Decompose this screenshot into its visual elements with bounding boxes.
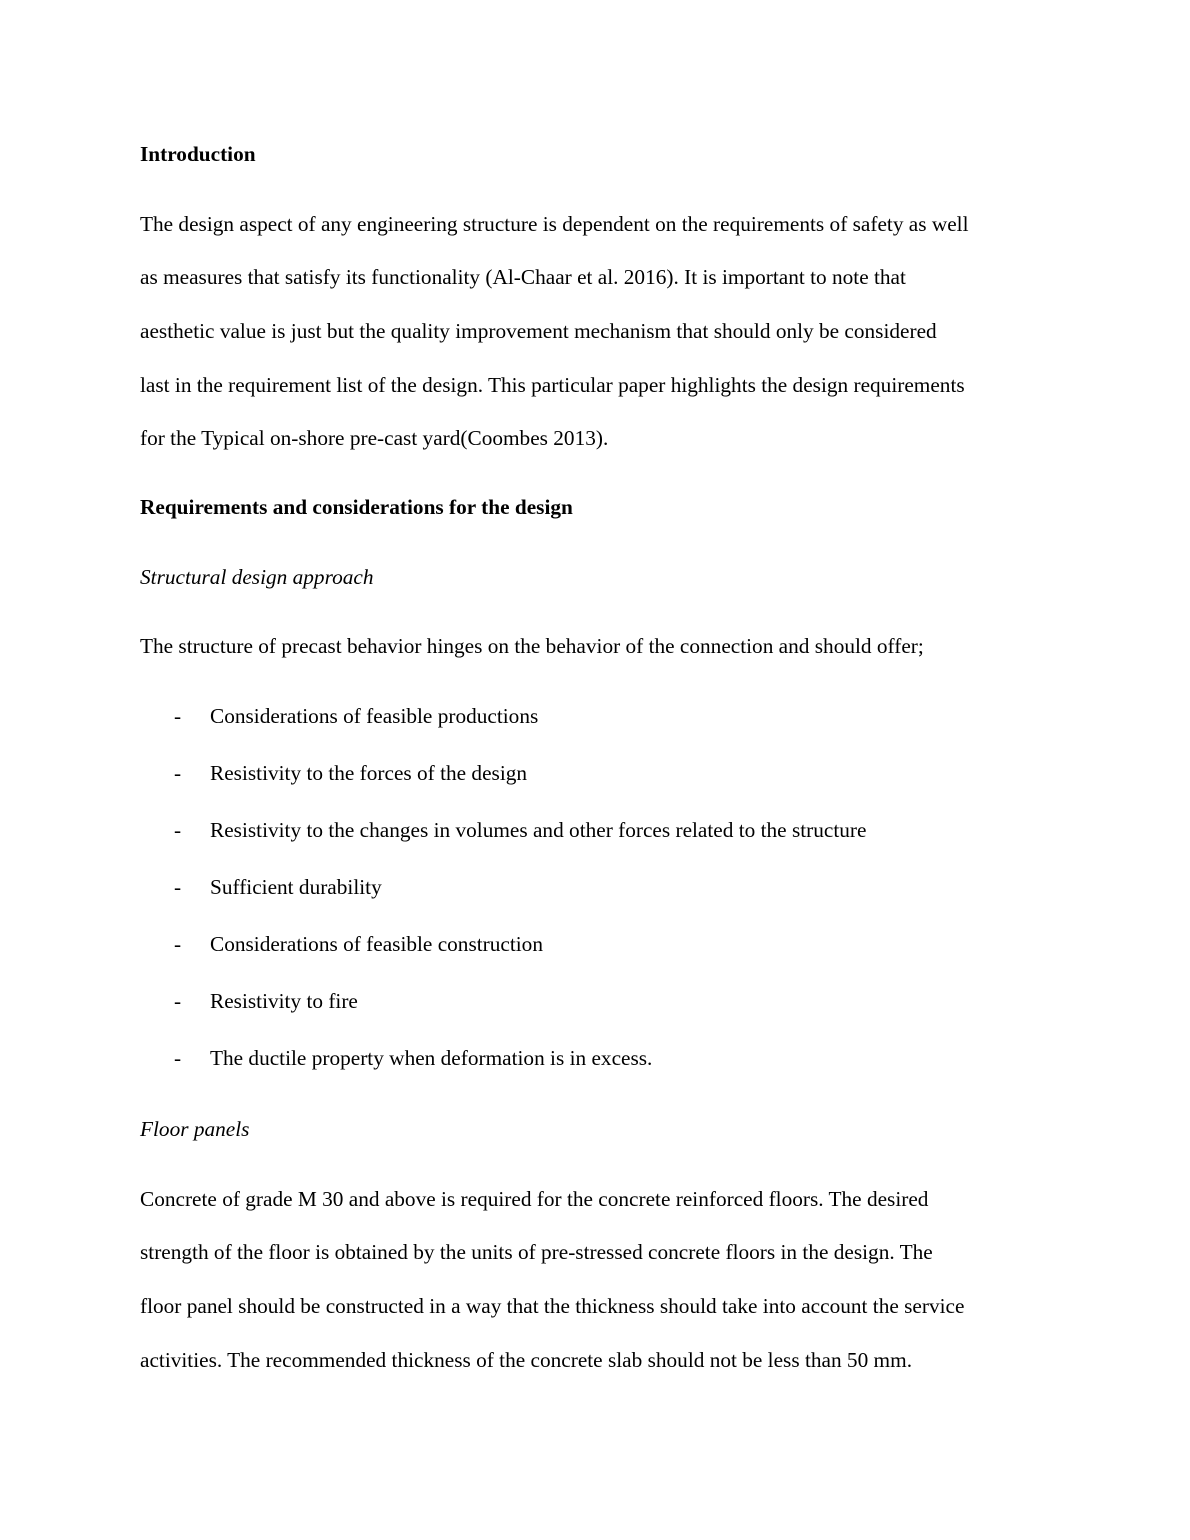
- introduction-line-3: aesthetic value is just but the quality improvement mechanism that should only be considered: [140, 319, 937, 343]
- bullet-text: Resistivity to the changes in volumes and other forces related to the structure: [210, 818, 867, 842]
- introduction-line-1: The design aspect of any engineering structure is dependent on the requirements of safety as well: [140, 212, 969, 236]
- bullet-marker: -: [174, 818, 182, 842]
- bullet-text: Considerations of feasible productions: [210, 704, 539, 728]
- bullet-text: Considerations of feasible construction: [210, 932, 543, 956]
- requirements-heading: Requirements and considerations for the design: [140, 495, 573, 519]
- bullet-text: Resistivity to fire: [210, 989, 358, 1013]
- floor-panels-line-1: Concrete of grade M 30 and above is required for the concrete reinforced floors. The desired: [140, 1187, 929, 1211]
- bullet-marker: -: [174, 704, 182, 728]
- bullet-marker: -: [174, 875, 182, 899]
- bullet-marker: -: [174, 761, 182, 785]
- introduction-line-5: for the Typical on-shore pre-cast yard(Coombes 2013).: [140, 426, 609, 450]
- introduction-line-2: as measures that satisfy its functionality (Al-Chaar et al. 2016). It is important to note that: [140, 265, 906, 289]
- introduction-heading: Introduction: [140, 142, 256, 166]
- bullet-text: Resistivity to the forces of the design: [210, 761, 528, 785]
- bullet-marker: -: [174, 932, 182, 956]
- structural-intro-paragraph: The structure of precast behavior hinges on the behavior of the connection and should offer;: [140, 634, 924, 658]
- introduction-line-4: last in the requirement list of the design. This particular paper highlights the design requirements: [140, 373, 965, 397]
- structural-design-subheading: Structural design approach: [140, 565, 374, 589]
- floor-panels-line-3: floor panel should be constructed in a way that the thickness should take into account the service: [140, 1294, 965, 1318]
- floor-panels-line-2: strength of the floor is obtained by the units of pre-stressed concrete floors in the design. The: [140, 1240, 933, 1264]
- bullet-marker: -: [174, 1046, 182, 1070]
- floor-panels-subheading: Floor panels: [140, 1117, 250, 1141]
- bullet-marker: -: [174, 989, 182, 1013]
- floor-panels-line-4: activities. The recommended thickness of the concrete slab should not be less than 50 mm.: [140, 1348, 913, 1372]
- bullet-text: The ductile property when deformation is in excess.: [210, 1046, 653, 1070]
- bullet-text: Sufficient durability: [210, 875, 382, 899]
